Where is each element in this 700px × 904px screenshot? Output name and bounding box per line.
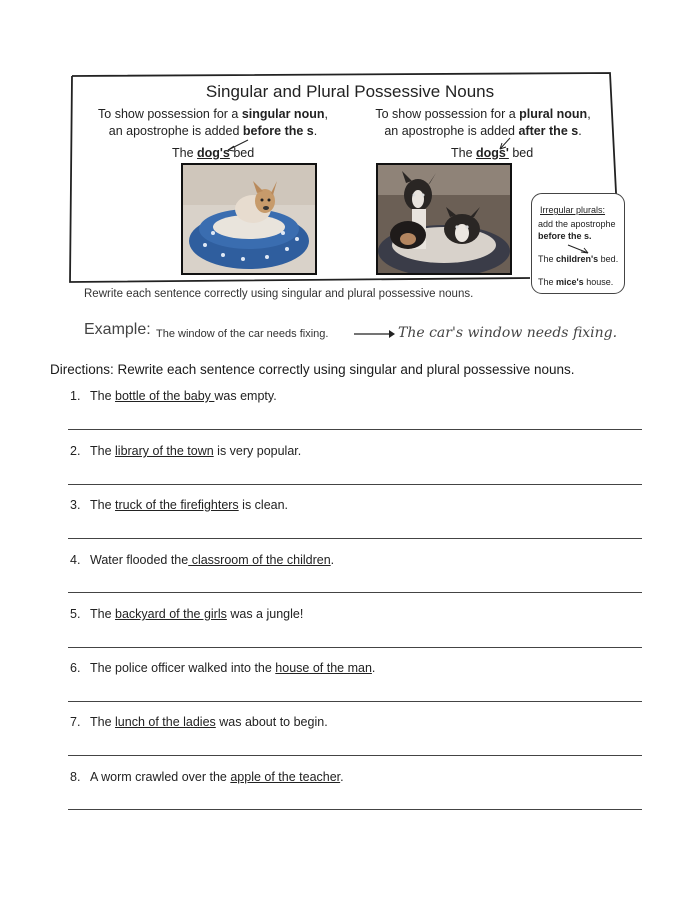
answer-line[interactable]	[68, 647, 642, 648]
question-number: 6.	[70, 661, 81, 675]
punct: .	[313, 124, 318, 138]
example-post: house.	[583, 277, 614, 287]
question-underlined-phrase: apple of the teacher	[230, 770, 341, 784]
header-instruction: Rewrite each sentence correctly using singular and plural possessive nouns.	[84, 288, 474, 300]
question-post: .	[330, 553, 335, 567]
question-post: is very popular.	[213, 444, 302, 458]
question-post: .	[371, 661, 376, 675]
question-underlined-phrase: library of the town	[115, 444, 214, 458]
example-answer: The car's window needs fixing.	[398, 325, 618, 341]
question-number: 3.	[70, 498, 81, 512]
question-pre: The	[90, 607, 116, 621]
answer-line[interactable]	[68, 592, 642, 593]
singular-noun-bold: singular noun	[241, 107, 325, 121]
question-underlined-phrase: backyard of the girls	[115, 607, 227, 621]
answer-line[interactable]	[68, 755, 642, 756]
answer-line[interactable]	[68, 809, 642, 810]
dog-bed-caption	[172, 146, 254, 160]
question-post: was empty.	[214, 389, 277, 403]
example-post: bed.	[598, 254, 619, 264]
question-number: 7.	[70, 715, 81, 729]
question-underlined-phrase: truck of the firefighters	[115, 498, 239, 512]
question-pre: The	[90, 389, 116, 403]
caption-pre: The	[451, 146, 477, 160]
puppies-in-bed-photo	[376, 163, 512, 275]
answer-line[interactable]	[68, 538, 642, 539]
before-the-s-bold: before the s	[242, 124, 314, 138]
dogs-bed-caption	[451, 146, 533, 160]
plural-rule-line2: an apostrophe is added	[384, 124, 519, 138]
question-number: 4.	[70, 553, 81, 567]
punct: .	[578, 124, 582, 138]
question-item	[70, 715, 328, 729]
singular-rule-text	[88, 106, 338, 140]
question-item	[70, 661, 375, 675]
worksheet-title: Singular and Plural Possessive Nouns	[205, 82, 495, 101]
question-pre: The police officer walked into the	[90, 661, 276, 675]
question-pre: Water flooded the	[90, 553, 189, 567]
irregular-example-children	[538, 253, 618, 266]
arrow-right-icon	[353, 329, 395, 339]
question-item	[70, 444, 301, 458]
question-number: 1.	[70, 389, 81, 403]
question-number: 2.	[70, 444, 81, 458]
question-pre: The	[90, 444, 116, 458]
after-the-s-bold: after the s	[518, 124, 579, 138]
caption-pre: The	[172, 146, 198, 160]
singular-possessive-word: dog's	[197, 146, 230, 160]
question-post: is clean.	[238, 498, 289, 512]
question-pre: The	[90, 498, 116, 512]
plural-rule-text	[358, 106, 608, 140]
plural-noun-bold: plural noun	[519, 107, 588, 121]
irregular-plurals-box	[531, 193, 625, 294]
question-underlined-phrase: bottle of the baby	[115, 389, 215, 403]
irregular-rule-bold: before the s.	[538, 231, 592, 241]
question-post: was about to begin.	[215, 715, 328, 729]
question-pre: The	[90, 715, 116, 729]
question-item	[70, 498, 288, 512]
caption-post: bed	[508, 146, 534, 160]
plural-possessive-word: dogs'	[476, 146, 509, 160]
question-item	[70, 607, 303, 621]
example-pre: The	[538, 277, 557, 287]
directions-text: Directions: Rewrite each sentence correctly using singular and plural possessive nouns.	[50, 362, 575, 377]
punct: ,	[587, 107, 591, 121]
caption-post: bed	[229, 146, 255, 160]
answer-line[interactable]	[68, 429, 642, 430]
question-number: 5.	[70, 607, 81, 621]
irregular-plurals-title: Irregular plurals:	[540, 205, 606, 215]
singular-rule-line1: To show possession for a	[98, 107, 242, 121]
question-post: .	[340, 770, 344, 784]
question-post: was a jungle!	[226, 607, 304, 621]
irregular-example-mice	[538, 276, 613, 289]
example-label: Example:	[84, 321, 151, 338]
question-underlined-phrase: lunch of the ladies	[115, 715, 216, 729]
question-item	[70, 553, 334, 567]
question-item	[70, 770, 344, 784]
example-pre: The	[538, 254, 557, 264]
question-underlined-phrase: classroom of the children	[188, 553, 331, 567]
question-underlined-phrase: house of the man	[275, 661, 372, 675]
mices-bold: mice's	[556, 277, 584, 287]
example-sentence: The window of the car needs fixing.	[156, 328, 329, 340]
irregular-rule-line: add the apostrophe	[538, 219, 616, 229]
childrens-bold: children's	[556, 254, 599, 264]
singular-rule-line2: an apostrophe is added	[108, 124, 243, 138]
punct: ,	[324, 107, 328, 121]
question-number: 8.	[70, 770, 81, 784]
answer-line[interactable]	[68, 484, 642, 485]
plural-rule-line1: To show possession for a	[375, 107, 520, 121]
dog-in-bed-photo	[181, 163, 317, 275]
question-item	[70, 389, 277, 403]
answer-line[interactable]	[68, 701, 642, 702]
question-pre: A worm crawled over the	[90, 770, 231, 784]
